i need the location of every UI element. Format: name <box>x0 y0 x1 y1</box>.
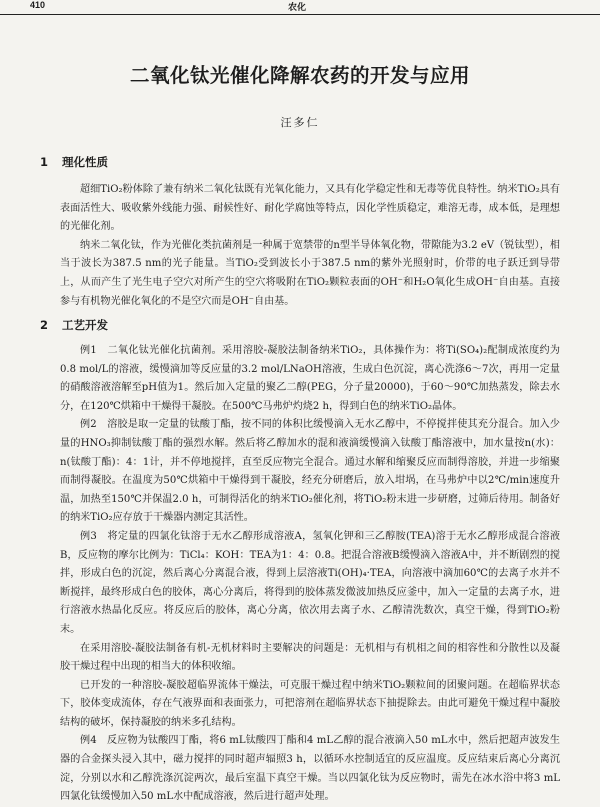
section-heading-properties <box>40 154 108 170</box>
section-body-process <box>60 342 560 807</box>
section-number: 1 <box>40 155 49 169</box>
paragraph-example-3: 例3 将定量的四氯化钛溶于无水乙醇形成溶液A，氢氧化钾和三乙醇胺(TEA)溶于无水乙醇形成混合溶液B，反应物的摩尔比例为：TiCl₄：KOH：TEA为1：4：0.8。把混合溶液B缓慢滴入溶液A中，并不断剧烈的搅拌，形成白色的沉淀，然后离心分离混合液，得到上层溶液Ti(OH)₄·TEA，向溶液中滴加60℃的去离子水并不断搅拌，最终形成白色的胶体，离心分离后，将得到的胶体蒸发微波加热反应釜中，加入一定量的去离子水，进行溶液水热晶化反应。将反应后的胶体，离心分离，依次用去离子水、乙醇清洗数次，真空干燥，得到TiO₂粉末。 <box>60 530 560 635</box>
running-head: 农化 <box>288 3 307 13</box>
section-title: 理化性质 <box>62 155 108 169</box>
paragraph-example-2: 例2 溶胶是取一定量的钛酸丁酯，按不同的体积比缓慢滴入无水乙醇中，不停搅拌使其充分混合。加入少量的HNO₃抑制钛酸丁酯的强烈水解。然后将乙醇加水的混和液滴缓慢滴入钛酸丁酯溶液中，加水量按n(水)：n(钛酸丁酯)：4：1计，并不停地搅拌，直至反应物完全混合。通过水解和缩聚反应而制得溶胶，并进一步缩聚而制得凝胶。在温度为50℃烘箱中干燥得到干凝胶，经充分研磨后，放入坩埚，在马弗炉中以2℃/min速度升温，加热至150℃并保温2.0 h，可制得活化的纳米TiO₂催化剂，将TiO₂粉末进一步研磨，过筛后待用。制备好的纳米TiO₂应存放于干燥器内测定其活性。 <box>60 419 560 524</box>
paragraph-example-4: 例4 反应物为钛酸四丁酯，将6 mL钛酸四丁酯和4 mL乙醇的混合液滴入50 mL水中，然后把超声波发生器的合金探头浸入其中，磁力搅拌的同时超声辐照3 h，以循环水控制适宜的反应温度。反应结束后离心分离沉淀，分别以水和乙醇洗涤沉淀两次，最后室温下真空干燥。当以四氯化钛为反应物时，需先在冰水浴中将3 mL四氯化钛缓慢加入50 mL水中配成溶液，然后进行超声处理。 <box>60 735 560 803</box>
paragraph: 纳米二氧化钛，作为光催化类抗菌剂是一种属于宽禁带的n型半导体氧化物，带隙能为3.2 eV（锐钛型），相当于波长为387.5 nm的光子能量。当TiO₂受到波长小于387.5 nm的紫外光照射时，价带的电子跃迁到导带上，从而产生了光生电子空穴对所产生的空穴将吸附在TiO₂颗粒表面的OH⁻和H₂O氧化生成OH⁻自由基。直接参与有机物光催化氧化的不是空穴而是OH⁻自由基。 <box>60 239 560 307</box>
page-header <box>0 0 600 15</box>
article-title: 二氧化钛光催化降解农药的开发与应用 <box>129 64 470 87</box>
section-title: 工艺开发 <box>62 318 108 332</box>
article-author: 汪多仁 <box>280 116 320 129</box>
paragraph: 在采用溶胶-凝胶法制备有机-无机材料时主要解决的问题是：无机相与有机相之间的相容性和分散性以及凝胶干燥过程中出现的相当大的体积收缩。 <box>60 642 560 673</box>
paragraph: 超细TiO₂粉体除了兼有纳米二氧化钛既有光氧化能力，又具有化学稳定性和无毒等优良特性。纳米TiO₂具有表面活性大、吸收紫外线能力强、耐候性好、耐化学腐蚀等特点，因化学性质稳定，难溶无毒，成本低，是理想的光催化剂。 <box>60 184 560 233</box>
page-number: 410 <box>30 0 46 10</box>
paragraph: 已开发的一种溶胶-凝胶超临界流体干燥法，可克服干燥过程中纳米TiO₂颗粒间的团聚问题。在超临界状态下，胶体变成流体，存在气液界面和表面张力，可把溶剂在超临界状态下抽提除去。由此可避免干燥过程中凝胶结构的破坏，保持凝胶的纳米多孔结构。 <box>60 679 560 728</box>
section-number: 2 <box>40 318 49 332</box>
section-heading-process <box>40 317 108 333</box>
section-body-properties <box>60 181 560 311</box>
paragraph-example-1: 例1 二氧化钛光催化抗菌剂。采用溶胶-凝胶法制备纳米TiO₂，具体操作为：将Ti(SO₄)₂配制成浓度约为0.8 mol/L的溶液，缓慢滴加等反应量的3.2 mol/LNaOH溶液，生成白色沉淀，离心洗涤6～7次，再用一定量的硝酸溶液溶解至pH值为1。然后加入定量的聚乙二醇(PEG，分子量20000)，于60～90℃加热蒸发，除去水分，在120℃烘箱中干燥得干凝胶。在500℃马弗炉灼烧2 h，得到白色的纳米TiO₂晶体。 <box>60 345 560 412</box>
